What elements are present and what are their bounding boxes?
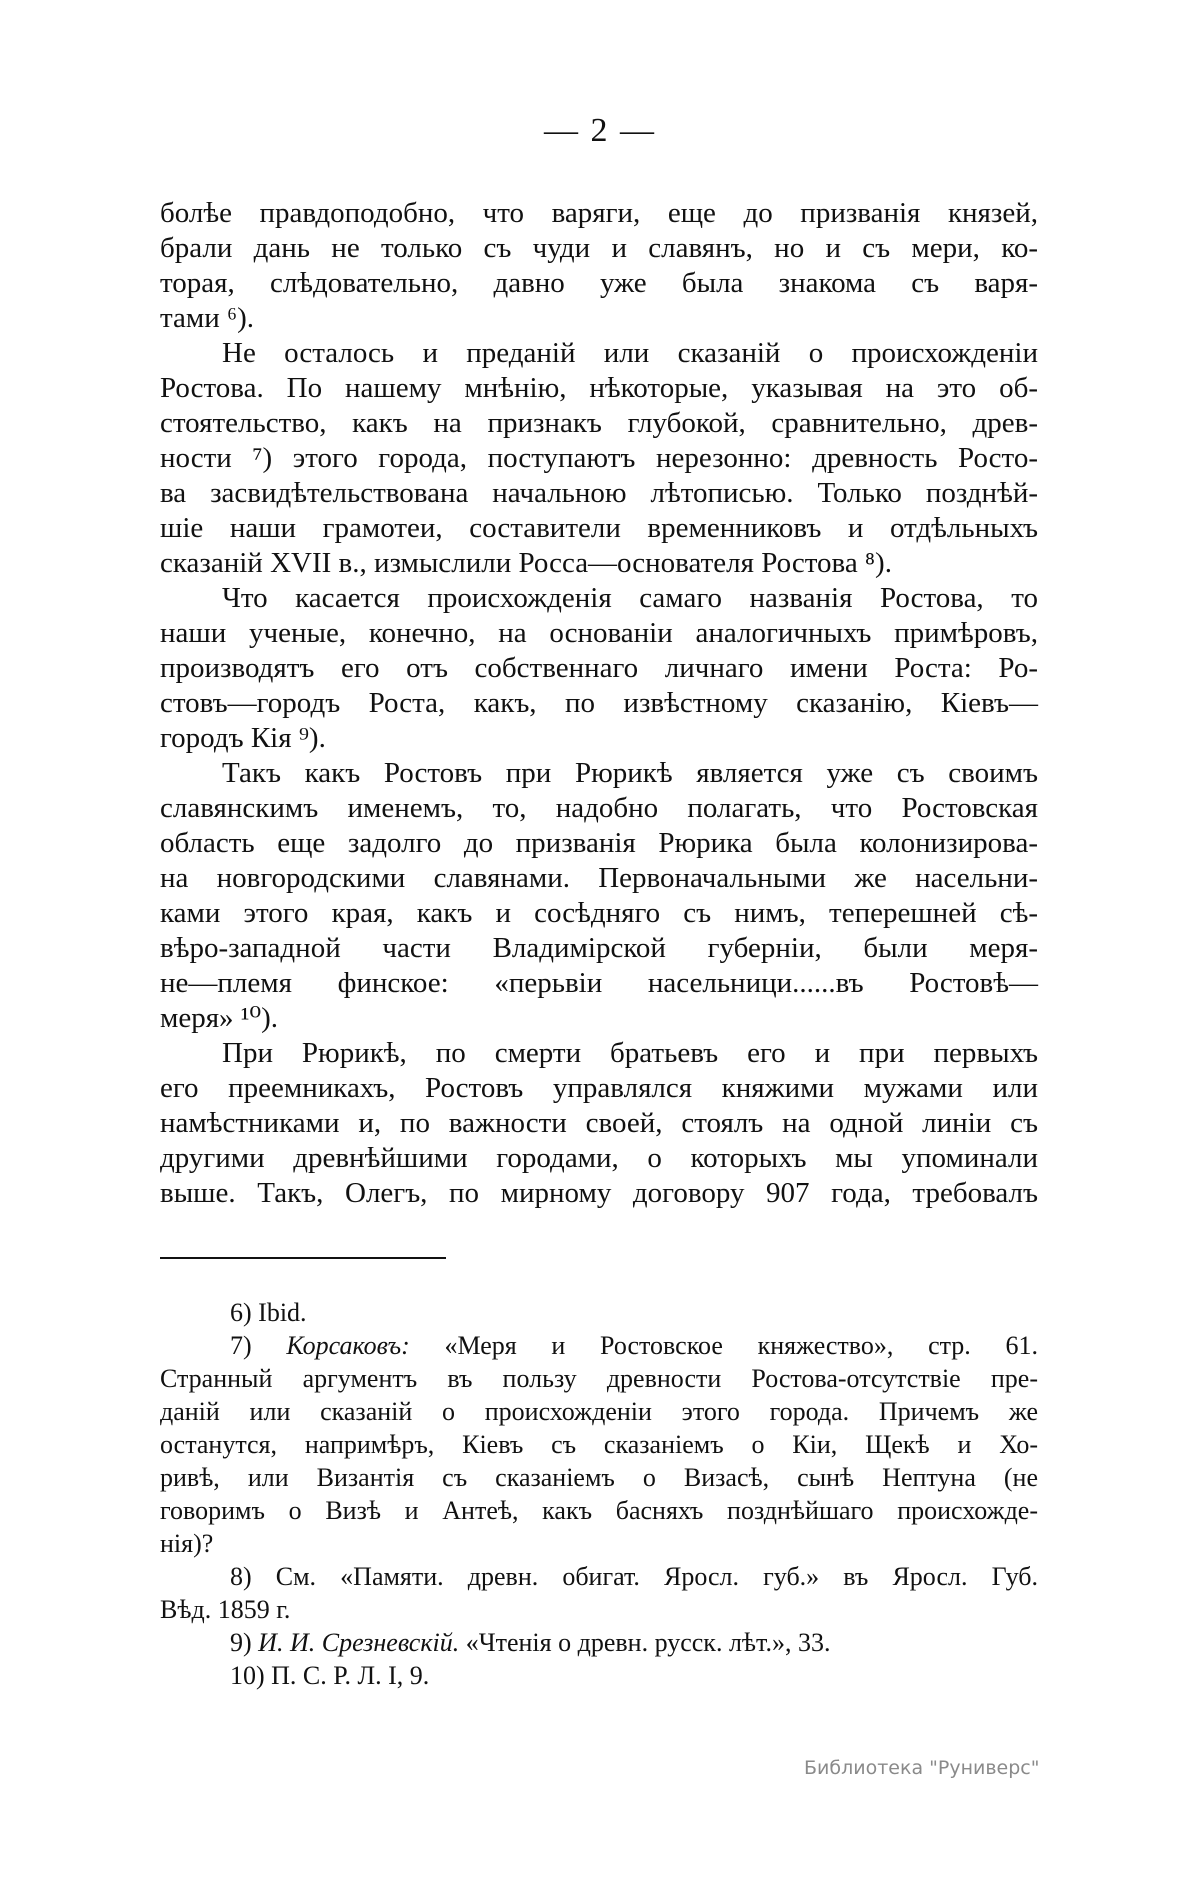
main-text: [160, 196, 1038, 1211]
footnote-text: «Меря и Ростовское княжество», стр. 61.: [409, 1331, 1038, 1360]
footnote-divider: [160, 1257, 446, 1259]
footnote-8: [160, 1560, 1038, 1626]
text-line: шіе наши грамотеи, составители временниковъ и отдѣльныхъ: [160, 512, 1038, 544]
footnote-line: останутся, напримѣръ, Кіевъ съ сказаніемъ о Кіи, Щекѣ и Хо-: [160, 1430, 1038, 1459]
text-line: на новгородскими славянами. Первоначальными же насельни-: [160, 862, 1038, 894]
footnote-7-body: [160, 1362, 1038, 1560]
text-line: ва засвидѣтельствована начальною лѣтописью. Только позднѣй-: [160, 477, 1038, 509]
footnote-author: Корсаковъ:: [286, 1331, 410, 1360]
text-line: сказаній XVII в., измыслили Росса—основателя Ростова ⁸).: [160, 547, 892, 579]
page-number: — 2 —: [544, 112, 656, 149]
footnote-line: 8) См. «Памяти. древн. обигат. Яросл. губ.» въ Яросл. Губ.: [230, 1562, 1038, 1591]
text-line: славянскимъ именемъ, то, надобно полагать, что Ростовская: [160, 792, 1038, 824]
text-line: городъ Кія ⁹).: [160, 722, 326, 754]
text-line: Что касается происхожденія самаго названія Ростова, то: [222, 582, 1038, 614]
footnote-line: говоримъ о Визѣ и Антеѣ, какъ басняхъ позднѣйшаго происхожде-: [160, 1496, 1038, 1525]
text-line: другими древнѣйшими городами, о которыхъ мы упоминали: [160, 1142, 1038, 1174]
footnote-line: Вѣд. 1859 г.: [160, 1595, 291, 1624]
text-line: вѣро-западной части Владимірской губерніи, были меря-: [160, 932, 1038, 964]
text-line: торая, слѣдовательно, давно уже была знакома съ варя-: [160, 267, 1038, 299]
text-line: производятъ его отъ собственнаго личнаго имени Роста: Ро-: [160, 652, 1038, 684]
text-line: При Рюрикѣ, по смерти братьевъ его и при первыхъ: [222, 1037, 1038, 1069]
library-watermark: Библиотека "Руниверс": [804, 1757, 1040, 1779]
text-line: Не осталось и преданій или сказаній о происхожденіи: [222, 337, 1038, 369]
footnote-author: И. И. Срезневскій.: [258, 1628, 460, 1657]
footnote-line: Странный аргументъ въ пользу древности Ростова-отсутствіе пре-: [160, 1364, 1038, 1393]
footnote-9: [160, 1626, 1038, 1659]
text-line: Такъ какъ Ростовъ при Рюрикѣ является уже съ своимъ: [222, 757, 1038, 789]
footnote-line: нія)?: [160, 1529, 214, 1558]
footnote-6: 6) Ibid.: [230, 1298, 307, 1327]
footnote-text: «Чтенія о древн. русск. лѣт.», 33.: [459, 1628, 831, 1657]
text-line: болѣе правдоподобно, что варяги, еще до призванія князей,: [160, 197, 1038, 229]
text-line: ности ⁷) этого города, поступаютъ нерезонно: древность Росто-: [160, 442, 1038, 474]
text-line: стоятельство, какъ на признакъ глубокой, сравнительно, древ-: [160, 407, 1038, 439]
text-line: не—племя финское: «перьвіи насельници......въ Ростовѣ—: [160, 967, 1038, 999]
text-line: его преемникахъ, Ростовъ управлялся княжими мужами или: [160, 1072, 1038, 1104]
text-line: брали дань не только съ чуди и славянъ, но и съ мери, ко-: [160, 232, 1038, 264]
footnote-line: даній или сказаній о происхожденіи этого города. Причемъ же: [160, 1397, 1038, 1426]
text-line: наши ученые, конечно, на основаніи аналогичныхъ примѣровъ,: [160, 617, 1038, 649]
text-line: тами ⁶).: [160, 302, 255, 334]
footnote-10: 10) П. С. Р. Л. I, 9.: [230, 1661, 430, 1690]
text-line: ками этого края, какъ и сосѣдняго съ нимъ, теперешней сѣ-: [160, 897, 1038, 929]
text-line: меря» ¹⁰).: [160, 1002, 279, 1034]
text-line: стовъ—городъ Роста, какъ, по извѣстному сказанію, Кіевъ—: [160, 687, 1038, 719]
footnote-7-first-line: [160, 1329, 1038, 1362]
footnotes: [160, 1296, 1038, 1692]
text-line: выше. Такъ, Олегъ, по мирному договору 907 года, требовалъ: [160, 1177, 1038, 1209]
footnote-number: 9): [230, 1628, 259, 1657]
footnote-line: ривѣ, или Византія съ сказаніемъ о Визасѣ, сынѣ Нептуна (не: [160, 1463, 1038, 1492]
text-line: область еще задолго до призванія Рюрика была колонизирова-: [160, 827, 1038, 859]
footnote-number: 7): [230, 1331, 287, 1360]
text-line: намѣстниками и, по важности своей, стоялъ на одной линіи съ: [160, 1107, 1038, 1139]
text-line: Ростова. По нашему мнѣнію, нѣкоторые, указывая на это об-: [160, 372, 1038, 404]
